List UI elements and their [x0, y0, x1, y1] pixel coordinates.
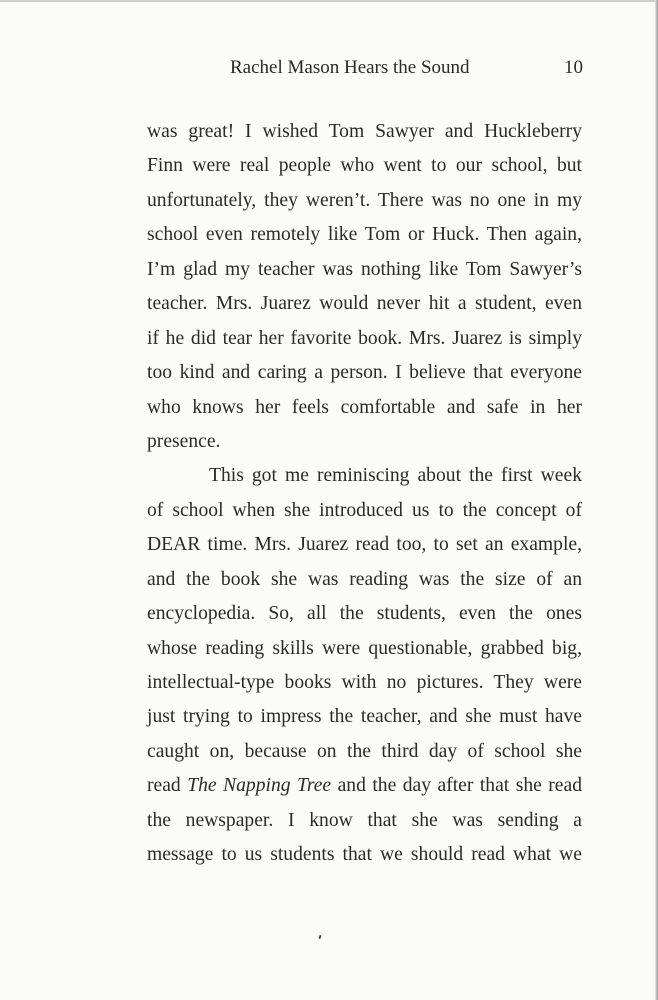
text-line: was great! I wished Tom Sawyer and Huckleberry: [147, 121, 582, 142]
text-line: I’m glad my teacher was nothing like Tom Sawyer’s: [147, 258, 582, 280]
text-line-with-book-title: [147, 769, 582, 803]
text-line: intellectual-type books with no pictures. They were: [147, 672, 582, 693]
text-line: too kind and caring a person. I believe that everyone: [147, 362, 582, 384]
body-text: [147, 115, 582, 873]
text-line: just trying to impress the teacher, and she must have: [147, 706, 582, 728]
book-title: The Napping Tree: [187, 775, 332, 797]
text-line: school even remotely like Tom or Huck. Then again,: [147, 224, 582, 246]
running-head-title: Rachel Mason Hears the Sound: [230, 57, 470, 78]
text-line: DEAR time. Mrs. Juarez read too, to set an example,: [147, 534, 582, 556]
text-line: the newspaper. I know that she was sending a: [147, 809, 582, 831]
text-line: encyclopedia. So, all the students, even the ones: [147, 603, 582, 625]
text-line: if he did tear her favorite book. Mrs. Juarez is simply: [147, 327, 582, 349]
text-segment: read: [147, 775, 188, 797]
text-line: presence.: [147, 430, 221, 452]
text-line: Finn were real people who went to our school, but: [147, 155, 582, 177]
text-line: whose reading skills were questionable, grabbed big,: [147, 637, 582, 659]
text-line: This got me reminiscing about the first week: [209, 465, 582, 487]
text-line: message to us students that we should read what we: [147, 844, 582, 866]
text-line: who knows her feels comfortable and safe in her: [147, 396, 582, 418]
text-line: caught on, because on the third day of school she: [147, 740, 582, 762]
text-line: teacher. Mrs. Juarez would never hit a student, even: [147, 293, 582, 315]
running-header: [146, 54, 584, 82]
text-segment: and the day after that she read: [331, 775, 582, 797]
page-number: 10: [564, 57, 583, 78]
page-top-edge: [0, 0, 658, 2]
text-line: unfortunately, they weren’t. There was no one in my: [147, 189, 582, 211]
text-line: and the book she was reading was the size of an: [147, 568, 582, 590]
ink-speck: [318, 935, 321, 939]
text-line: of school when she introduced us to the concept of: [147, 499, 582, 521]
